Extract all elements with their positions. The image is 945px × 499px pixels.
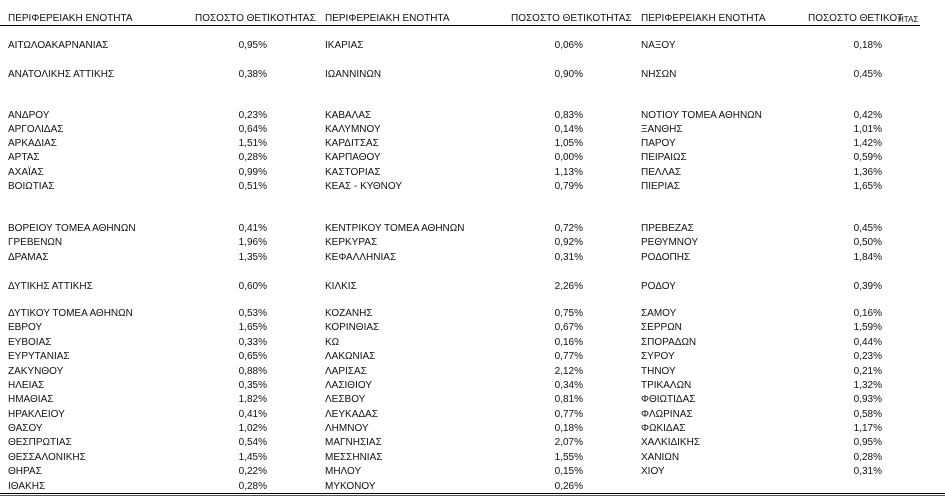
positivity-value: 0,95%	[853, 437, 882, 448]
region-name: ΚΩ	[325, 337, 340, 348]
region-name: ΠΡΕΒΕΖΑΣ	[641, 223, 694, 234]
positivity-value: 0,59%	[853, 152, 882, 163]
region-name: ΠΕΙΡΑΙΩΣ	[641, 152, 687, 163]
region-name: ΘΕΣΣΑΛΟΝΙΚΗΣ	[8, 452, 86, 463]
header-percent-col3-tail: ΗΤΑΣ	[898, 15, 919, 24]
positivity-value: 1,65%	[238, 322, 267, 333]
region-name: ΜΗΛΟΥ	[325, 466, 362, 477]
region-name: ΚΑΛΥΜΝΟΥ	[325, 124, 381, 135]
positivity-value: 0,77%	[554, 351, 583, 362]
positivity-value: 0,39%	[853, 281, 882, 292]
region-name: ΚΑΡΔΙΤΣΑΣ	[325, 138, 379, 149]
region-name: ΑΡΚΑΔΙΑΣ	[8, 138, 57, 149]
region-name: ΙΩΑΝΝΙΝΩΝ	[325, 69, 382, 80]
region-name: ΔΡΑΜΑΣ	[8, 252, 49, 263]
region-name: ΦΘΙΩΤΙΔΑΣ	[641, 394, 696, 405]
region-name: ΚΕΡΚΥΡΑΣ	[325, 237, 378, 248]
region-name: ΕΒΡΟΥ	[8, 322, 43, 333]
footer-rule-secondary	[0, 495, 945, 496]
region-name: ΓΡΕΒΕΝΩΝ	[8, 237, 63, 248]
region-name: ΧΙΟΥ	[641, 466, 665, 477]
positivity-value: 1,84%	[853, 252, 882, 263]
positivity-value: 0,31%	[554, 252, 583, 263]
positivity-value: 1,59%	[853, 322, 882, 333]
region-name: ΤΗΝΟΥ	[641, 366, 676, 377]
positivity-value: 0,00%	[554, 152, 583, 163]
positivity-value: 1,42%	[853, 138, 882, 149]
positivity-value: 0,60%	[238, 281, 267, 292]
positivity-value: 0,26%	[554, 481, 583, 492]
region-name: ΚΟΡΙΝΘΙΑΣ	[325, 322, 380, 333]
header-percent-col2: ΠΟΣΟΣΤΟ ΘΕΤΙΚΟΤΗΤΑΣ	[511, 13, 632, 24]
positivity-value: 0,44%	[853, 337, 882, 348]
positivity-value: 2,07%	[554, 437, 583, 448]
positivity-value: 1,17%	[853, 423, 882, 434]
positivity-value: 1,01%	[853, 124, 882, 135]
region-name: ΜΕΣΣΗΝΙΑΣ	[325, 452, 383, 463]
positivity-value: 1,32%	[853, 380, 882, 391]
region-name: ΕΥΡΥΤΑΝΙΑΣ	[8, 351, 70, 362]
positivity-value: 0,06%	[554, 40, 583, 51]
positivity-value: 1,96%	[238, 237, 267, 248]
region-name: ΚΟΖΑΝΗΣ	[325, 308, 373, 319]
positivity-value: 0,88%	[238, 366, 267, 377]
positivity-value: 0,90%	[554, 69, 583, 80]
positivity-value: 0,18%	[853, 40, 882, 51]
positivity-value: 2,26%	[554, 281, 583, 292]
region-name: ΝΗΣΩΝ	[641, 69, 677, 80]
region-name: ΠΕΛΛΑΣ	[641, 167, 682, 178]
region-name: ΒΟΡΕΙΟΥ ΤΟΜΕΑ ΑΘΗΝΩΝ	[8, 223, 136, 234]
region-name: ΣΕΡΡΩΝ	[641, 322, 682, 333]
positivity-value: 1,65%	[853, 181, 882, 192]
region-name: ΡΕΘΥΜΝΟΥ	[641, 237, 699, 248]
region-name: ΖΑΚΥΝΘΟΥ	[8, 366, 64, 377]
positivity-value: 0,14%	[554, 124, 583, 135]
header-region-col1: ΠΕΡΙΦΕΡΕΙΑΚΗ ΕΝΟΤΗΤΑ	[8, 13, 133, 24]
positivity-value: 0,41%	[238, 409, 267, 420]
positivity-value: 0,28%	[238, 481, 267, 492]
positivity-value: 0,16%	[554, 337, 583, 348]
positivity-value: 0,77%	[554, 409, 583, 420]
positivity-value: 0,23%	[853, 351, 882, 362]
positivity-value: 0,45%	[853, 69, 882, 80]
positivity-value: 0,54%	[238, 437, 267, 448]
positivity-value: 0,51%	[238, 181, 267, 192]
region-name: ΡΟΔΟΥ	[641, 281, 676, 292]
positivity-value: 1,55%	[554, 452, 583, 463]
positivity-value: 0,21%	[853, 366, 882, 377]
region-name: ΚΕΝΤΡΙΚΟΥ ΤΟΜΕΑ ΑΘΗΝΩΝ	[325, 223, 465, 234]
positivity-value: 0,81%	[554, 394, 583, 405]
region-name: ΙΘΑΚΗΣ	[8, 481, 46, 492]
region-name: ΑΝΑΤΟΛΙΚΗΣ ΑΤΤΙΚΗΣ	[8, 69, 115, 80]
region-name: ΕΥΒΟΙΑΣ	[8, 337, 52, 348]
region-name: ΣΠΟΡΑΔΩΝ	[641, 337, 697, 348]
positivity-value: 0,23%	[238, 110, 267, 121]
region-name: ΛΗΜΝΟΥ	[325, 423, 369, 434]
region-name: ΘΑΣΟΥ	[8, 423, 43, 434]
positivity-value: 0,18%	[554, 423, 583, 434]
region-name: ΣΑΜΟΥ	[641, 308, 677, 319]
region-name: ΑΧΑΪΑΣ	[8, 167, 44, 178]
region-name: ΗΜΑΘΙΑΣ	[8, 394, 54, 405]
region-name: ΠΑΡΟΥ	[641, 138, 676, 149]
positivity-value: 0,67%	[554, 322, 583, 333]
region-name: ΔΥΤΙΚΗΣ ΑΤΤΙΚΗΣ	[8, 281, 93, 292]
region-name: ΛΑΣΙΘΙΟΥ	[325, 380, 372, 391]
region-name: ΛΕΣΒΟΥ	[325, 394, 366, 405]
positivity-value: 1,36%	[853, 167, 882, 178]
region-name: ΚΑΡΠΑΘΟΥ	[325, 152, 381, 163]
positivity-value: 1,82%	[238, 394, 267, 405]
positivity-value: 1,35%	[238, 252, 267, 263]
region-name: ΑΡΤΑΣ	[8, 152, 40, 163]
positivity-value: 0,72%	[554, 223, 583, 234]
region-name: ΗΛΕΙΑΣ	[8, 380, 45, 391]
region-name: ΧΑΛΚΙΔΙΚΗΣ	[641, 437, 700, 448]
region-name: ΑΡΓΟΛΙΔΑΣ	[8, 124, 64, 135]
positivity-value: 1,13%	[554, 167, 583, 178]
region-name: ΒΟΙΩΤΙΑΣ	[8, 181, 55, 192]
positivity-value: 0,65%	[238, 351, 267, 362]
positivity-value: 0,35%	[238, 380, 267, 391]
positivity-value: 0,45%	[853, 223, 882, 234]
positivity-value: 0,41%	[238, 223, 267, 234]
region-name: ΠΙΕΡΙΑΣ	[641, 181, 680, 192]
header-percent-col3: ΠΟΣΟΣΤΟ ΘΕΤΙΚΟΤ	[808, 13, 904, 24]
header-region-col3: ΠΕΡΙΦΕΡΕΙΑΚΗ ΕΝΟΤΗΤΑ	[641, 13, 766, 24]
positivity-value: 0,83%	[554, 110, 583, 121]
positivity-value: 0,16%	[853, 308, 882, 319]
header-rule	[0, 25, 898, 26]
region-name: ΚΙΛΚΙΣ	[325, 281, 357, 292]
positivity-value: 1,51%	[238, 138, 267, 149]
region-name: ΚΑΣΤΟΡΙΑΣ	[325, 167, 381, 178]
positivity-value: 0,15%	[554, 466, 583, 477]
positivity-value: 0,31%	[853, 466, 882, 477]
positivity-value: 0,33%	[238, 337, 267, 348]
region-name: ΑΙΤΩΛΟΑΚΑΡΝΑΝΙΑΣ	[8, 40, 109, 51]
footer-rule	[0, 493, 945, 494]
positivity-value: 0,28%	[853, 452, 882, 463]
positivity-value: 1,02%	[238, 423, 267, 434]
positivity-value: 0,28%	[238, 152, 267, 163]
positivity-value: 2,12%	[554, 366, 583, 377]
positivity-value: 0,93%	[853, 394, 882, 405]
positivity-value: 0,58%	[853, 409, 882, 420]
region-name: ΜΑΓΝΗΣΙΑΣ	[325, 437, 382, 448]
positivity-value: 0,22%	[238, 466, 267, 477]
positivity-value: 1,05%	[554, 138, 583, 149]
positivity-value: 0,34%	[554, 380, 583, 391]
region-name: ΚΑΒΑΛΑΣ	[325, 110, 372, 121]
region-name: ΞΑΝΘΗΣ	[641, 124, 683, 135]
region-name: ΚΕΦΑΛΛΗΝΙΑΣ	[325, 252, 397, 263]
positivity-value: 0,50%	[853, 237, 882, 248]
positivity-value: 0,53%	[238, 308, 267, 319]
region-name: ΗΡΑΚΛΕΙΟΥ	[8, 409, 65, 420]
region-name: ΣΥΡΟΥ	[641, 351, 675, 362]
positivity-value: 0,38%	[238, 69, 267, 80]
region-name: ΘΕΣΠΡΩΤΙΑΣ	[8, 437, 72, 448]
positivity-value: 0,75%	[554, 308, 583, 319]
header-percent-col1: ΠΟΣΟΣΤΟ ΘΕΤΙΚΟΤΗΤΑΣ	[195, 13, 316, 24]
region-name: ΦΩΚΙΔΑΣ	[641, 423, 686, 434]
region-name: ΦΛΩΡΙΝΑΣ	[641, 409, 693, 420]
region-name: ΑΝΔΡΟΥ	[8, 110, 50, 121]
region-name: ΡΟΔΟΠΗΣ	[641, 252, 691, 263]
positivity-value: 0,95%	[238, 40, 267, 51]
region-name: ΝΟΤΙΟΥ ΤΟΜΕΑ ΑΘΗΝΩΝ	[641, 110, 762, 121]
region-name: ΘΗΡΑΣ	[8, 466, 42, 477]
region-name: ΙΚΑΡΙΑΣ	[325, 40, 364, 51]
region-name: ΝΑΞΟΥ	[641, 40, 676, 51]
region-name: ΧΑΝΙΩΝ	[641, 452, 680, 463]
region-name: ΜΥΚΟΝΟΥ	[325, 481, 376, 492]
positivity-value: 0,64%	[238, 124, 267, 135]
region-name: ΛΑΚΩΝΙΑΣ	[325, 351, 376, 362]
region-name: ΔΥΤΙΚΟΥ ΤΟΜΕΑ ΑΘΗΝΩΝ	[8, 308, 133, 319]
positivity-value: 0,42%	[853, 110, 882, 121]
region-name: ΚΕΑΣ - ΚΥΘΝΟΥ	[325, 181, 402, 192]
region-name: ΛΕΥΚΑΔΑΣ	[325, 409, 378, 420]
positivity-value: 0,79%	[554, 181, 583, 192]
region-name: ΛΑΡΙΣΑΣ	[325, 366, 367, 377]
positivity-value: 1,45%	[238, 452, 267, 463]
positivity-value: 0,99%	[238, 167, 267, 178]
header-region-col2: ΠΕΡΙΦΕΡΕΙΑΚΗ ΕΝΟΤΗΤΑ	[325, 13, 450, 24]
positivity-value: 0,92%	[554, 237, 583, 248]
region-name: ΤΡΙΚΑΛΩΝ	[641, 380, 692, 391]
